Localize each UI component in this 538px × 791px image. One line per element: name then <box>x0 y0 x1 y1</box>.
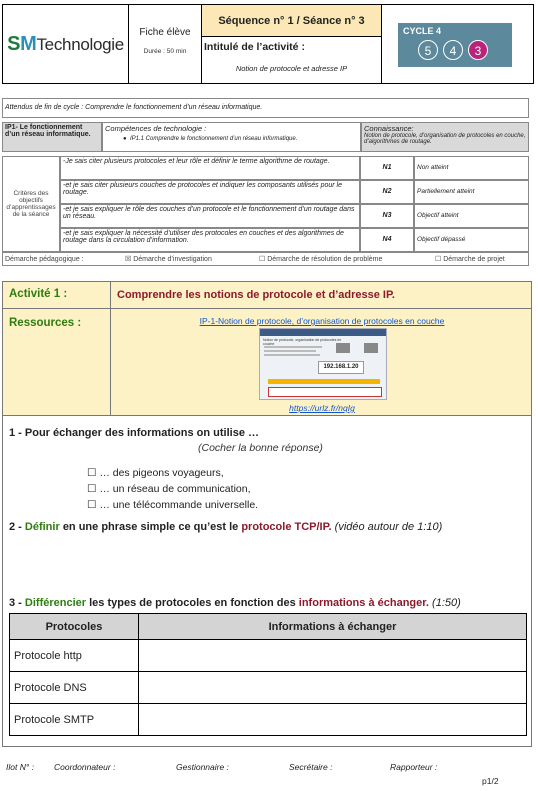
q3-hint: (1:50) <box>432 597 461 609</box>
attendus-label: Attendus de fin de cycle : <box>5 104 84 111</box>
q2-text: en une phrase simple ce qu’est le <box>62 521 239 533</box>
logo-m: M <box>20 32 37 55</box>
cycle-level-3: 3 <box>468 40 488 60</box>
conn-cell <box>361 122 529 152</box>
demarche-row <box>2 252 529 266</box>
competences-table <box>2 98 529 268</box>
conn-label: Connaissance: <box>364 124 414 133</box>
checkbox-icon[interactable]: ☒ <box>125 256 132 263</box>
thumb-title: Notion de protocole, organisation de protocoles en couche <box>263 338 342 346</box>
logo <box>3 5 129 83</box>
critere-text: -et je sais expliquer le rôle des couches d’un protocole et le fonctionnement d’un routage dans un réseau. <box>60 204 360 228</box>
q1-text: Pour échanger des informations on utilise … <box>24 427 259 439</box>
table-row <box>10 704 527 736</box>
q1-hint: (Cocher la bonne réponse) <box>198 442 323 454</box>
cycle-label: CYCLE 4 <box>403 26 442 36</box>
resources-row <box>3 309 531 416</box>
attendus-value: Comprendre le fonctionnement d’un réseau informatique. <box>85 104 263 111</box>
q1-options <box>87 465 258 513</box>
activity-block <box>2 281 532 747</box>
activity-header <box>3 282 531 309</box>
page-number: p1/2 <box>482 776 499 786</box>
duree: Durée : 50 min <box>143 48 187 55</box>
critere-etat: Objectif dépassé <box>414 228 529 252</box>
q3-verb: Différencier <box>24 597 87 609</box>
cycle-level-4: 4 <box>443 40 463 60</box>
resource-thumbnail[interactable] <box>259 328 387 400</box>
info-answer-cell[interactable] <box>139 672 527 704</box>
critere-niveau: N3 <box>360 204 414 228</box>
role-secretaire: Secrétaire : <box>289 762 333 772</box>
fiche-cell <box>129 5 202 83</box>
demarche-resolution[interactable] <box>259 254 382 265</box>
role-ilot: Ilot N° : <box>6 762 34 772</box>
resource-link[interactable]: IP-1-Notion de protocole, d’organisation de protocoles en couche <box>199 316 445 326</box>
protocol-cell: Protocole http <box>10 640 139 672</box>
q1-option-reseau[interactable]: ☐ … un réseau de communication, <box>87 483 251 495</box>
thumb-ip: 192.168.1.20 <box>318 361 364 374</box>
demarche-projet[interactable] <box>435 254 505 265</box>
computer-icon <box>336 343 350 353</box>
intitule-cell <box>202 37 382 83</box>
critere-etat: Partiellement atteint <box>414 180 529 204</box>
critere-niveau: N4 <box>360 228 414 252</box>
cycle-badge <box>398 23 512 67</box>
sequence-label: Séquence n° 1 / Séance n° 3 <box>202 5 382 37</box>
demarche-investigation[interactable] <box>125 254 212 265</box>
critere-niveau: N1 <box>360 156 414 180</box>
critere-text: -et je sais citer plusieurs couches de protocoles et indiquer les composants utilisés pour le routage. <box>60 180 360 204</box>
checkbox-icon[interactable]: ☐ <box>259 256 266 263</box>
cycle-level-5: 5 <box>418 40 438 60</box>
intitule-label: Intitulé de l’activité : <box>204 41 305 53</box>
header-table <box>2 4 534 84</box>
critere-text: -Je sais citer plusieurs protocoles et leur rôle et définir le terme algorithme de routage. <box>60 156 360 180</box>
resource-url[interactable]: https://urlz.fr/nqIg <box>289 403 355 413</box>
role-gestionnaire: Gestionnaire : <box>176 762 229 772</box>
question-1 <box>9 427 259 439</box>
activity-title: Comprendre les notions de protocole et d’adresse IP. <box>117 289 395 301</box>
comp-item-text: IP1.1 Comprendre le fonctionnement d’un réseau informatique. <box>129 136 298 142</box>
q1-option-pigeons[interactable]: ☐ … des pigeons voyageurs, <box>87 467 224 479</box>
role-coordonnateur: Coordonnateur : <box>54 762 116 772</box>
demarche-label: Démarche pédagogique : <box>5 256 84 263</box>
computer-icon <box>364 343 378 353</box>
critere-niveau: N2 <box>360 180 414 204</box>
activity-label: Activité 1 : <box>9 288 68 300</box>
comp-label: Compétences de technologie : <box>105 124 207 133</box>
q1-num: 1 - <box>9 427 22 439</box>
logo-text: Technologie <box>36 34 124 54</box>
q2-answer-area[interactable] <box>9 538 525 592</box>
demarche-investigation-label: Démarche d’investigation <box>133 256 212 263</box>
q2-hint: (vidéo autour de 1:10) <box>334 521 443 533</box>
protocols-table <box>9 613 527 736</box>
table-row <box>10 672 527 704</box>
protocol-cell: Protocole DNS <box>10 672 139 704</box>
q3-text: les types de protocoles en fonction des <box>89 597 296 609</box>
info-answer-cell[interactable] <box>139 640 527 672</box>
comp-cell <box>102 122 361 152</box>
q1-option-telecommande[interactable]: ☐ … une télécommande universelle. <box>87 499 259 511</box>
q3-num: 3 - <box>9 597 22 609</box>
checkbox-icon[interactable]: ☐ <box>435 256 442 263</box>
intitule-value: Notion de protocole et adresse IP <box>235 64 348 73</box>
col-protocoles: Protocoles <box>10 614 139 640</box>
logo-s: S <box>7 32 21 55</box>
critere-etat: Objectif atteint <box>414 204 529 228</box>
col-informations: Informations à échanger <box>139 614 527 640</box>
critere-text: -et je sais expliquer la nécessité d’utiliser des protocoles en couches et des algorithmes de routage dans la circulation d’information. <box>60 228 360 252</box>
table-header-row <box>10 614 527 640</box>
demarche-projet-label: Démarche de projet <box>443 256 505 263</box>
table-row <box>10 640 527 672</box>
ip1-label: IP1- Le fonctionnement d’un réseau informatique. <box>2 122 102 152</box>
critere-etat: Non atteint <box>414 156 529 180</box>
criteres-label: Critères des objectifs d’apprentissages de la séance <box>2 156 60 252</box>
info-answer-cell[interactable] <box>139 704 527 736</box>
q2-verb: Définir <box>24 521 60 533</box>
q2-key: protocole TCP/IP. <box>241 521 332 533</box>
protocol-cell: Protocole SMTP <box>10 704 139 736</box>
attendus-row <box>2 98 529 118</box>
cycle-cell <box>382 5 534 83</box>
question-3 <box>9 597 461 609</box>
demarche-resolution-label: Démarche de résolution de problème <box>267 256 383 263</box>
q3-key: informations à échanger. <box>298 597 429 609</box>
q2-num: 2 - <box>9 521 22 533</box>
role-rapporteur: Rapporteur : <box>390 762 438 772</box>
resources-label: Ressources : <box>9 317 82 329</box>
fiche-title: Fiche élève <box>139 27 191 38</box>
question-2 <box>9 521 442 533</box>
conn-value: Notion de protocole, d’organisation de protocoles en couche, d’algorithmes de routage. <box>364 133 526 145</box>
comp-item: ● IP1.1 Comprendre le fonctionnement d’un réseau informatique. <box>123 136 298 142</box>
